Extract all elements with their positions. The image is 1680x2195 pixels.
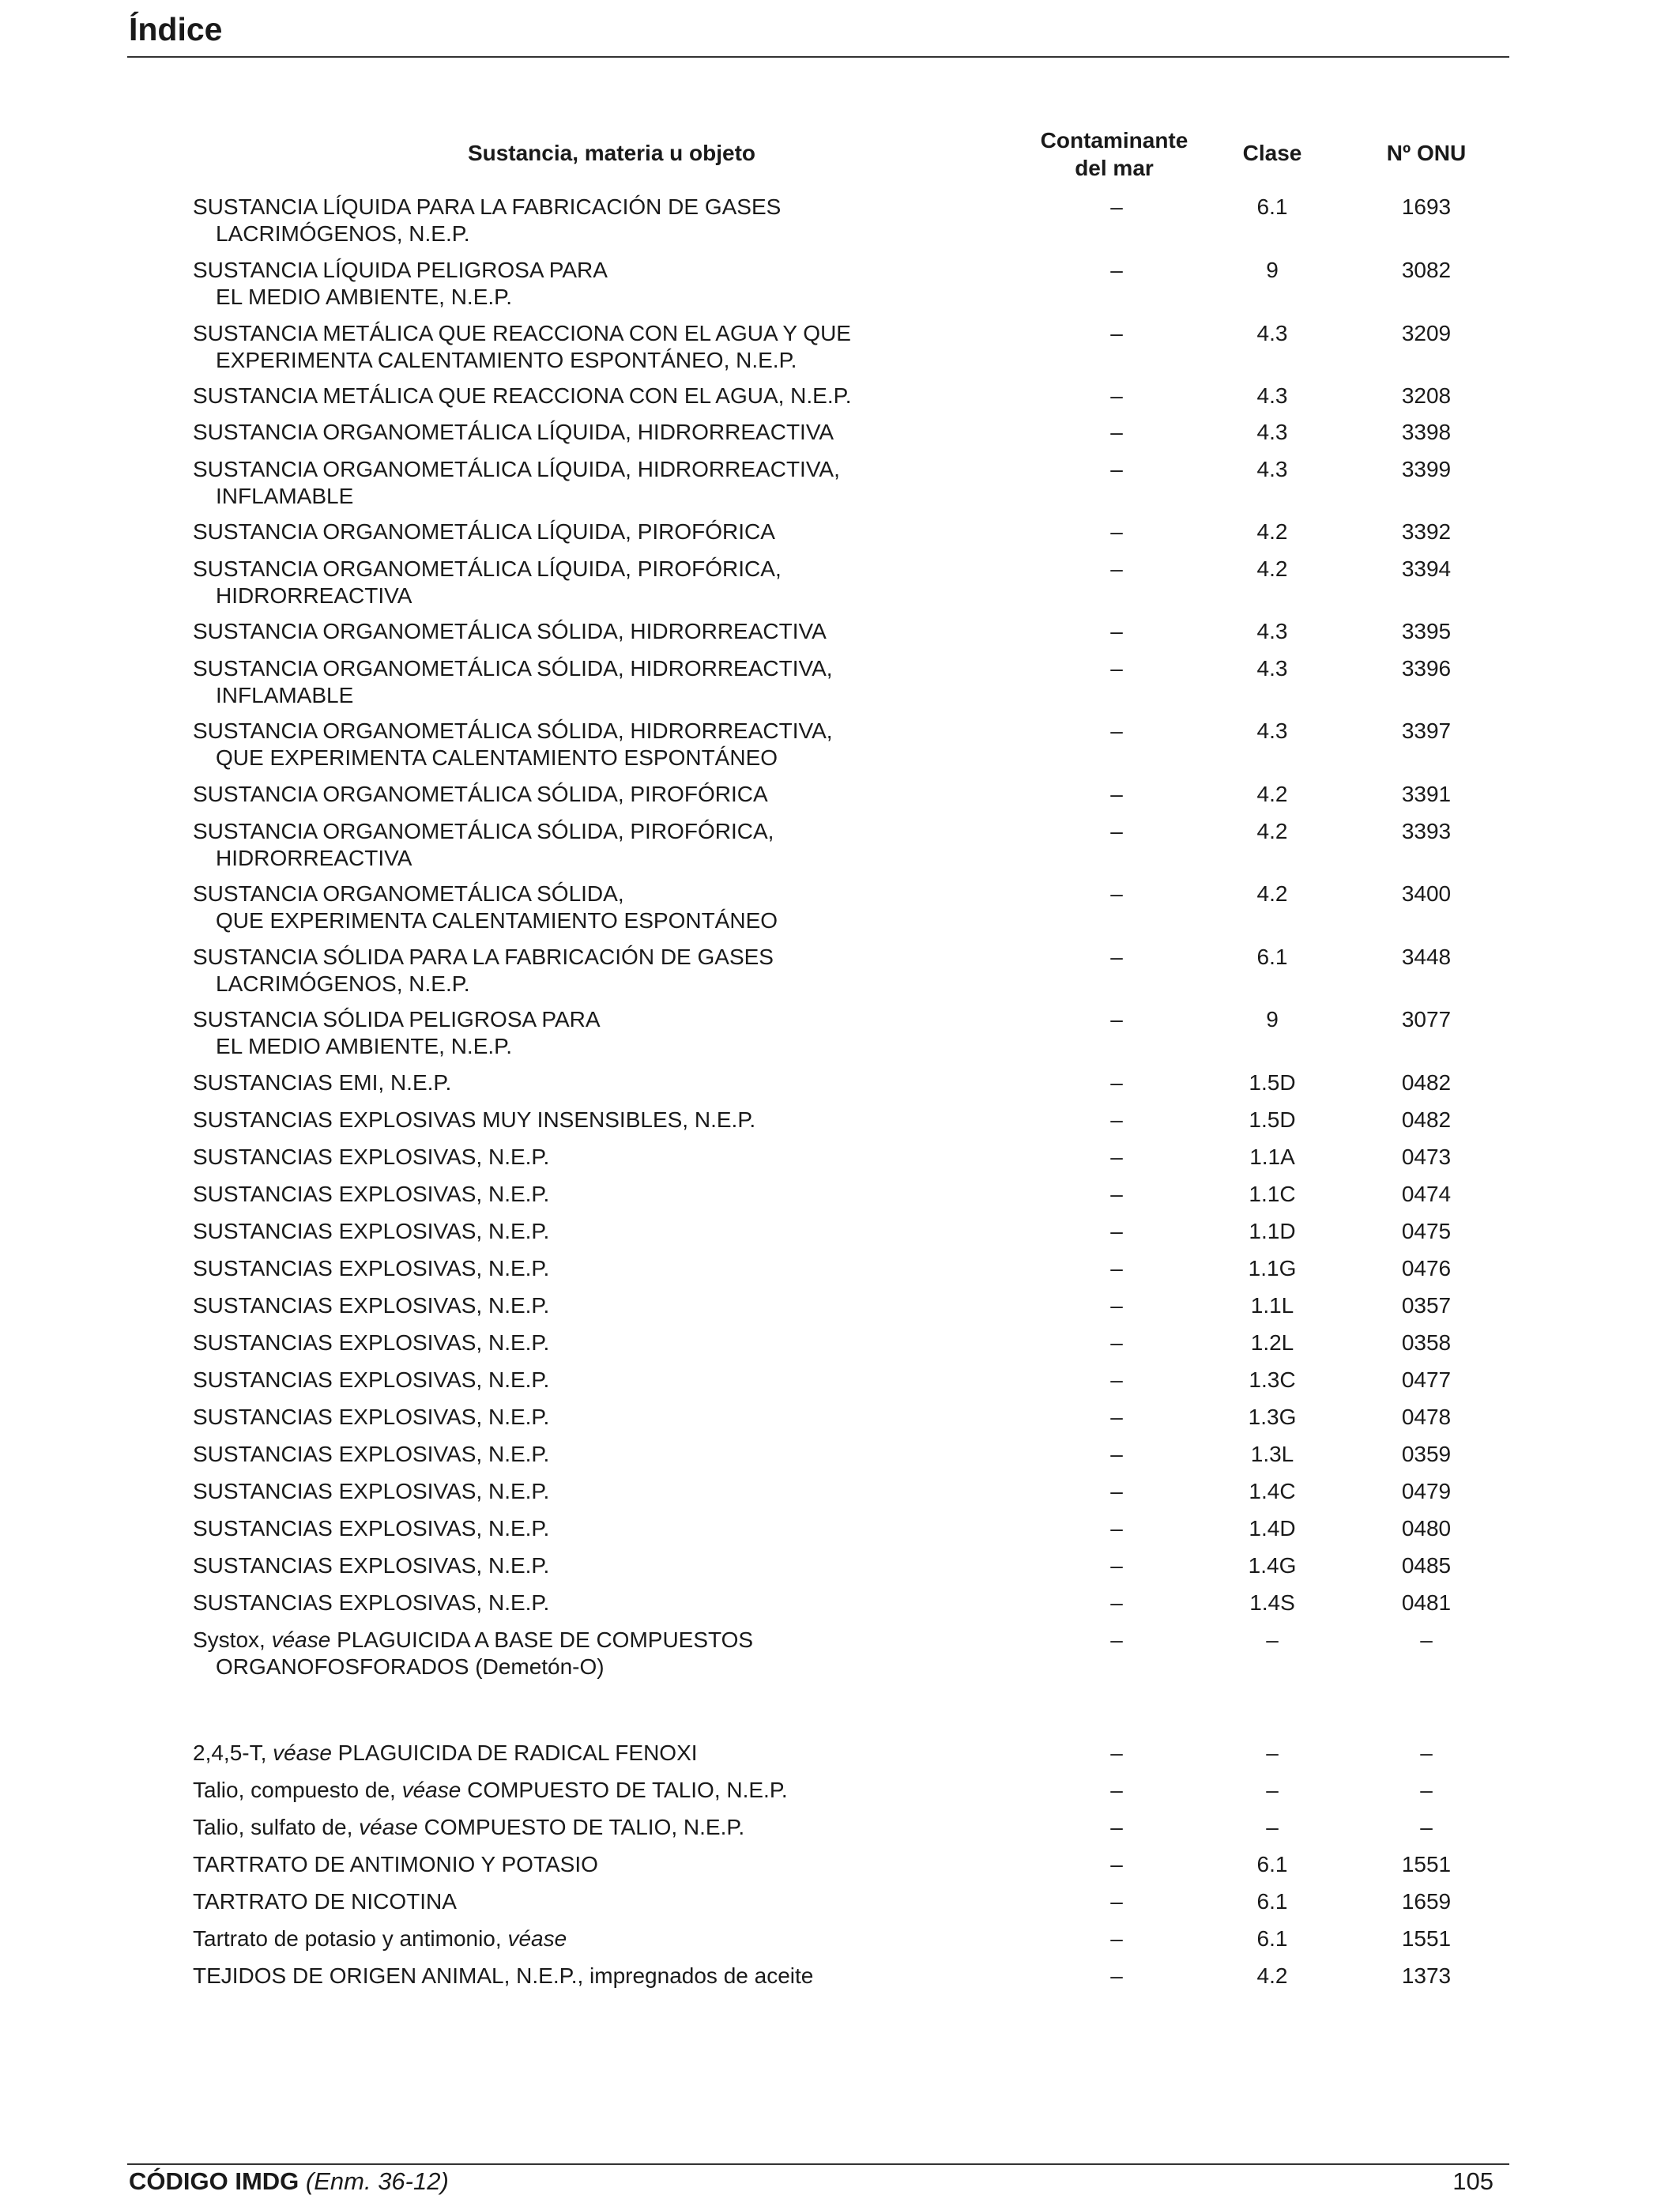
column-header-marine-pollutant-line1: Contaminante xyxy=(1040,128,1188,153)
substance-name xyxy=(193,383,1094,409)
class-cell: 4.2 xyxy=(1256,519,1288,544)
un-number-cell: 0482 xyxy=(1401,1107,1452,1132)
class-cell: 6.1 xyxy=(1256,1889,1288,1914)
un-number-cell: 1551 xyxy=(1401,1926,1452,1951)
substance-name xyxy=(193,1963,1094,1989)
class-cell: 1.4D xyxy=(1249,1516,1296,1541)
substance-name-line1 xyxy=(193,1926,567,1951)
class-cell: 4.2 xyxy=(1256,881,1288,906)
class-cell: 4.3 xyxy=(1256,420,1288,444)
substance-name xyxy=(193,718,1094,771)
substance-name xyxy=(193,655,1094,709)
un-number-cell: 0476 xyxy=(1401,1256,1452,1280)
un-number-cell: 0480 xyxy=(1401,1516,1452,1541)
cross-reference-target: COMPUESTO DE TALIO, N.E.P. xyxy=(461,1778,788,1802)
column-header-marine-pollutant-line2: del mar xyxy=(1075,156,1154,180)
un-number-cell: 0358 xyxy=(1401,1330,1452,1355)
class-cell: 6.1 xyxy=(1256,1852,1288,1876)
un-number-cell: 3208 xyxy=(1401,383,1452,408)
cross-reference-target: PLAGUICIDA A BASE DE COMPUESTOS xyxy=(330,1627,754,1652)
column-header-substance: Sustancia, materia u objeto xyxy=(467,141,756,165)
un-number-cell: – xyxy=(1420,1815,1433,1839)
substance-name xyxy=(193,1441,1094,1468)
class-cell: 1.5D xyxy=(1249,1107,1296,1132)
un-number-cell: 3395 xyxy=(1401,619,1452,643)
class-cell: 4.2 xyxy=(1256,1963,1288,1988)
substance-name xyxy=(193,1367,1094,1394)
class-cell: 4.2 xyxy=(1256,819,1288,843)
substance-name-line1: SUSTANCIAS EXPLOSIVAS, N.E.P. xyxy=(193,1442,550,1466)
substance-name xyxy=(193,1144,1094,1171)
marine-pollutant-cell: – xyxy=(1110,1516,1123,1541)
column-header-marine-pollutant xyxy=(1011,126,1217,182)
marine-pollutant-cell: – xyxy=(1110,619,1123,643)
substance-name-line2: QUE EXPERIMENTA CALENTAMIENTO ESPONTÁNEO xyxy=(216,745,778,770)
substance-name xyxy=(193,556,1094,609)
class-cell: 1.3C xyxy=(1249,1367,1296,1392)
un-number-cell: 0473 xyxy=(1401,1145,1452,1169)
un-number-cell: 1659 xyxy=(1401,1889,1452,1914)
marine-pollutant-cell: – xyxy=(1110,519,1123,544)
un-number-cell: 0357 xyxy=(1401,1293,1452,1318)
marine-pollutant-cell: – xyxy=(1110,1256,1123,1280)
footer-divider xyxy=(127,2163,1509,2165)
page-title: Índice xyxy=(129,11,223,47)
substance-name-line1: SUSTANCIAS EXPLOSIVAS, N.E.P. xyxy=(193,1145,550,1169)
substance-name xyxy=(193,1107,1094,1133)
marine-pollutant-cell: – xyxy=(1110,656,1123,681)
cross-reference-target: COMPUESTO DE TALIO, N.E.P. xyxy=(417,1815,745,1839)
class-cell: 1.1L xyxy=(1250,1293,1294,1318)
substance-name-line2: QUE EXPERIMENTA CALENTAMIENTO ESPONTÁNEO xyxy=(216,908,778,933)
un-number-cell: – xyxy=(1420,1778,1433,1802)
substance-name-line1: SUSTANCIAS EXPLOSIVAS, N.E.P. xyxy=(193,1590,550,1615)
class-cell: 6.1 xyxy=(1256,1926,1288,1951)
marine-pollutant-cell: – xyxy=(1110,881,1123,906)
substance-name-line2: INFLAMABLE xyxy=(216,484,354,508)
un-number-cell: 0474 xyxy=(1401,1182,1452,1206)
class-cell: – xyxy=(1266,1778,1279,1802)
footer-publication xyxy=(129,2168,449,2195)
substance-name xyxy=(193,1069,1094,1096)
column-header-class: Clase xyxy=(1242,141,1302,165)
marine-pollutant-cell: – xyxy=(1110,1330,1123,1355)
class-cell: – xyxy=(1266,1627,1279,1652)
substance-name-line2: INFLAMABLE xyxy=(216,683,354,707)
substance-name xyxy=(193,1329,1094,1356)
substance-name-line2: EXPERIMENTA CALENTAMIENTO ESPONTÁNEO, N.E.P. xyxy=(216,348,797,372)
marine-pollutant-cell: – xyxy=(1110,1479,1123,1503)
substance-name xyxy=(193,419,1094,446)
substance-name-line1: TEJIDOS DE ORIGEN ANIMAL, N.E.P., impregnados de aceite xyxy=(193,1963,814,1988)
substance-name xyxy=(193,456,1094,510)
substance-name xyxy=(193,1627,1094,1680)
see-reference-label: véase xyxy=(273,1741,332,1765)
substance-name-line1: SUSTANCIA ORGANOMETÁLICA LÍQUIDA, PIROFÓRICA xyxy=(193,519,775,544)
class-cell: 4.3 xyxy=(1256,619,1288,643)
substance-name-line1: SUSTANCIA ORGANOMETÁLICA LÍQUIDA, HIDRORREACTIVA xyxy=(193,420,834,444)
substance-name-line1: SUSTANCIAS EXPLOSIVAS, N.E.P. xyxy=(193,1367,550,1392)
marine-pollutant-cell: – xyxy=(1110,1590,1123,1615)
marine-pollutant-cell: – xyxy=(1110,1145,1123,1169)
substance-name xyxy=(193,519,1094,545)
class-cell: 1.1A xyxy=(1249,1145,1295,1169)
footer-code-title: CÓDIGO IMDG xyxy=(129,2167,299,2195)
substance-name-line1: SUSTANCIA METÁLICA QUE REACCIONA CON EL AGUA, N.E.P. xyxy=(193,383,852,408)
un-number-cell: 0359 xyxy=(1401,1442,1452,1466)
un-number-cell: 3400 xyxy=(1401,881,1452,906)
marine-pollutant-cell: – xyxy=(1110,1182,1123,1206)
un-number-cell: 0482 xyxy=(1401,1070,1452,1095)
un-number-cell: 0485 xyxy=(1401,1553,1452,1578)
substance-name-line1: SUSTANCIA LÍQUIDA PARA LA FABRICACIÓN DE GASES xyxy=(193,194,782,219)
substance-name-line1 xyxy=(193,1741,698,1765)
substance-name-line1 xyxy=(193,1627,753,1652)
substance-name-line2: ORGANOFOSFORADOS (Demetón-O) xyxy=(216,1654,605,1679)
un-number-cell: 3398 xyxy=(1401,420,1452,444)
substance-name-line1: SUSTANCIA ORGANOMETÁLICA SÓLIDA, HIDRORREACTIVA, xyxy=(193,656,833,681)
un-number-cell: 0475 xyxy=(1401,1219,1452,1243)
class-cell: 4.3 xyxy=(1256,321,1288,345)
un-number-cell: 3082 xyxy=(1401,258,1452,282)
substance-name-line1: SUSTANCIAS EMI, N.E.P. xyxy=(193,1070,452,1095)
marine-pollutant-cell: – xyxy=(1110,1553,1123,1578)
substance-name xyxy=(193,1515,1094,1542)
substance-name-line1: SUSTANCIAS EXPLOSIVAS, N.E.P. xyxy=(193,1516,550,1541)
substance-name xyxy=(193,1925,1094,1952)
cross-reference-target: PLAGUICIDA DE RADICAL FENOXI xyxy=(331,1741,698,1765)
substance-name xyxy=(193,1888,1094,1915)
class-cell: 6.1 xyxy=(1256,945,1288,969)
un-number-cell: 3448 xyxy=(1401,945,1452,969)
class-cell: 1.1D xyxy=(1249,1219,1296,1243)
class-cell: 1.1G xyxy=(1248,1256,1297,1280)
substance-name xyxy=(193,1404,1094,1431)
class-cell: 4.3 xyxy=(1256,656,1288,681)
column-header-un-number: Nº ONU xyxy=(1386,141,1467,165)
substance-name-line1: SUSTANCIA ORGANOMETÁLICA SÓLIDA, PIROFÓRICA, xyxy=(193,819,774,843)
substance-name xyxy=(193,1006,1094,1060)
class-cell: 1.3L xyxy=(1250,1442,1294,1466)
substance-name xyxy=(193,1292,1094,1319)
footer-amendment: (Enm. 36-12) xyxy=(305,2167,449,2195)
see-reference-label: véase xyxy=(271,1627,331,1652)
marine-pollutant-cell: – xyxy=(1110,1889,1123,1914)
un-number-cell: 1373 xyxy=(1401,1963,1452,1988)
marine-pollutant-cell: – xyxy=(1110,1442,1123,1466)
marine-pollutant-cell: – xyxy=(1110,1741,1123,1765)
marine-pollutant-cell: – xyxy=(1110,1926,1123,1951)
marine-pollutant-cell: – xyxy=(1110,718,1123,743)
substance-name-line1 xyxy=(193,1778,788,1802)
substance-name xyxy=(193,1777,1094,1804)
un-number-cell: 3394 xyxy=(1401,556,1452,581)
marine-pollutant-cell: – xyxy=(1110,258,1123,282)
un-number-cell: – xyxy=(1420,1627,1433,1652)
un-number-cell: 3396 xyxy=(1401,656,1452,681)
un-number-cell: 3393 xyxy=(1401,819,1452,843)
marine-pollutant-cell: – xyxy=(1110,819,1123,843)
substance-name-line1: SUSTANCIAS EXPLOSIVAS MUY INSENSIBLES, N.E.P. xyxy=(193,1107,756,1132)
substance-name xyxy=(193,194,1094,247)
substance-name xyxy=(193,257,1094,311)
substance-name-line1: SUSTANCIA ORGANOMETÁLICA SÓLIDA, HIDRORREACTIVA xyxy=(193,619,827,643)
class-cell: 4.3 xyxy=(1256,383,1288,408)
marine-pollutant-cell: – xyxy=(1110,556,1123,581)
substance-name xyxy=(193,1478,1094,1505)
substance-name-line1: TARTRATO DE NICOTINA xyxy=(193,1889,457,1914)
class-cell: 4.2 xyxy=(1256,556,1288,581)
substance-name-text: Tartrato de potasio y antimonio, xyxy=(193,1926,508,1951)
substance-name xyxy=(193,1814,1094,1841)
substance-name xyxy=(193,1218,1094,1245)
marine-pollutant-cell: – xyxy=(1110,457,1123,481)
marine-pollutant-cell: – xyxy=(1110,1627,1123,1652)
substance-name-text: Talio, sulfato de, xyxy=(193,1815,360,1839)
substance-name-line1: SUSTANCIAS EXPLOSIVAS, N.E.P. xyxy=(193,1405,550,1429)
substance-name xyxy=(193,1181,1094,1208)
substance-name xyxy=(193,944,1094,998)
marine-pollutant-cell: – xyxy=(1110,1367,1123,1392)
marine-pollutant-cell: – xyxy=(1110,321,1123,345)
substance-name-line1: SUSTANCIAS EXPLOSIVAS, N.E.P. xyxy=(193,1293,550,1318)
marine-pollutant-cell: – xyxy=(1110,1070,1123,1095)
class-cell: 1.5D xyxy=(1249,1070,1296,1095)
substance-name-line2: EL MEDIO AMBIENTE, N.E.P. xyxy=(216,1034,512,1058)
substance-name-text: 2,4,5-T, xyxy=(193,1741,273,1765)
substance-name-line2: HIDRORREACTIVA xyxy=(216,583,412,608)
substance-name-line1: TARTRATO DE ANTIMONIO Y POTASIO xyxy=(193,1852,598,1876)
class-cell: 1.1C xyxy=(1249,1182,1296,1206)
substance-name-text: Talio, compuesto de, xyxy=(193,1778,402,1802)
marine-pollutant-cell: – xyxy=(1110,1107,1123,1132)
substance-name xyxy=(193,1552,1094,1579)
see-reference-label: véase xyxy=(507,1926,567,1951)
substance-name-text: Systox, xyxy=(193,1627,272,1652)
un-number-cell: 0479 xyxy=(1401,1479,1452,1503)
marine-pollutant-cell: – xyxy=(1110,1219,1123,1243)
un-number-cell: 1551 xyxy=(1401,1852,1452,1876)
substance-name-line1 xyxy=(193,1815,744,1839)
substance-name xyxy=(193,618,1094,645)
class-cell: – xyxy=(1266,1815,1279,1839)
substance-name-line1: SUSTANCIA ORGANOMETÁLICA SÓLIDA, PIROFÓRICA xyxy=(193,782,768,806)
marine-pollutant-cell: – xyxy=(1110,782,1123,806)
substance-name-line1: SUSTANCIA METÁLICA QUE REACCIONA CON EL AGUA Y QUE xyxy=(193,321,851,345)
un-number-cell: 3399 xyxy=(1401,457,1452,481)
class-cell: 4.2 xyxy=(1256,782,1288,806)
substance-name-line1: SUSTANCIAS EXPLOSIVAS, N.E.P. xyxy=(193,1182,550,1206)
substance-name xyxy=(193,1255,1094,1282)
un-number-cell: 3077 xyxy=(1401,1007,1452,1031)
un-number-cell: 3209 xyxy=(1401,321,1452,345)
substance-name-line1: SUSTANCIAS EXPLOSIVAS, N.E.P. xyxy=(193,1219,550,1243)
marine-pollutant-cell: – xyxy=(1110,420,1123,444)
class-cell: 1.4C xyxy=(1249,1479,1296,1503)
marine-pollutant-cell: – xyxy=(1110,383,1123,408)
substance-name xyxy=(193,1590,1094,1616)
page-number: 105 xyxy=(1452,2167,1494,2195)
substance-name-line1: SUSTANCIAS EXPLOSIVAS, N.E.P. xyxy=(193,1256,550,1280)
substance-name-line1: SUSTANCIA SÓLIDA PARA LA FABRICACIÓN DE GASES xyxy=(193,945,774,969)
class-cell: 6.1 xyxy=(1256,194,1288,219)
substance-name-line1: SUSTANCIA ORGANOMETÁLICA LÍQUIDA, PIROFÓRICA, xyxy=(193,556,782,581)
un-number-cell: 3391 xyxy=(1401,782,1452,806)
substance-name xyxy=(193,818,1094,872)
substance-name xyxy=(193,881,1094,934)
substance-name-line2: LACRIMÓGENOS, N.E.P. xyxy=(216,971,470,996)
marine-pollutant-cell: – xyxy=(1110,1815,1123,1839)
un-number-cell: 1693 xyxy=(1401,194,1452,219)
un-number-cell: 3397 xyxy=(1401,718,1452,743)
substance-name xyxy=(193,781,1094,808)
class-cell: 9 xyxy=(1266,1007,1279,1031)
substance-name-line1: SUSTANCIA ORGANOMETÁLICA SÓLIDA, xyxy=(193,881,624,906)
substance-name-line1: SUSTANCIA LÍQUIDA PELIGROSA PARA xyxy=(193,258,608,282)
marine-pollutant-cell: – xyxy=(1110,1963,1123,1988)
substance-name-line1: SUSTANCIAS EXPLOSIVAS, N.E.P. xyxy=(193,1330,550,1355)
class-cell: 4.3 xyxy=(1256,718,1288,743)
substance-name-line2: LACRIMÓGENOS, N.E.P. xyxy=(216,221,470,246)
see-reference-label: véase xyxy=(359,1815,418,1839)
class-cell: 1.4G xyxy=(1248,1553,1297,1578)
marine-pollutant-cell: – xyxy=(1110,194,1123,219)
substance-name-line1: SUSTANCIAS EXPLOSIVAS, N.E.P. xyxy=(193,1479,550,1503)
substance-name-line1: SUSTANCIA ORGANOMETÁLICA SÓLIDA, HIDRORREACTIVA, xyxy=(193,718,833,743)
un-number-cell: – xyxy=(1420,1741,1433,1765)
substance-name-line2: HIDRORREACTIVA xyxy=(216,846,412,870)
marine-pollutant-cell: – xyxy=(1110,1293,1123,1318)
marine-pollutant-cell: – xyxy=(1110,1405,1123,1429)
see-reference-label: véase xyxy=(401,1778,461,1802)
substance-name-line1: SUSTANCIA ORGANOMETÁLICA LÍQUIDA, HIDRORREACTIVA, xyxy=(193,457,840,481)
un-number-cell: 0481 xyxy=(1401,1590,1452,1615)
un-number-cell: 0477 xyxy=(1401,1367,1452,1392)
class-cell: 4.3 xyxy=(1256,457,1288,481)
substance-name xyxy=(193,320,1094,374)
marine-pollutant-cell: – xyxy=(1110,945,1123,969)
substance-name-line1: SUSTANCIA SÓLIDA PELIGROSA PARA xyxy=(193,1007,601,1031)
substance-name xyxy=(193,1851,1094,1878)
un-number-cell: 3392 xyxy=(1401,519,1452,544)
header-divider xyxy=(127,56,1509,58)
substance-name-line1: SUSTANCIAS EXPLOSIVAS, N.E.P. xyxy=(193,1553,550,1578)
substance-name xyxy=(193,1740,1094,1767)
class-cell: 1.2L xyxy=(1250,1330,1294,1355)
class-cell: 1.4S xyxy=(1249,1590,1295,1615)
marine-pollutant-cell: – xyxy=(1110,1852,1123,1876)
marine-pollutant-cell: – xyxy=(1110,1778,1123,1802)
class-cell: 9 xyxy=(1266,258,1279,282)
un-number-cell: 0478 xyxy=(1401,1405,1452,1429)
substance-name-line2: EL MEDIO AMBIENTE, N.E.P. xyxy=(216,285,512,309)
class-cell: – xyxy=(1266,1741,1279,1765)
class-cell: 1.3G xyxy=(1248,1405,1297,1429)
marine-pollutant-cell: – xyxy=(1110,1007,1123,1031)
